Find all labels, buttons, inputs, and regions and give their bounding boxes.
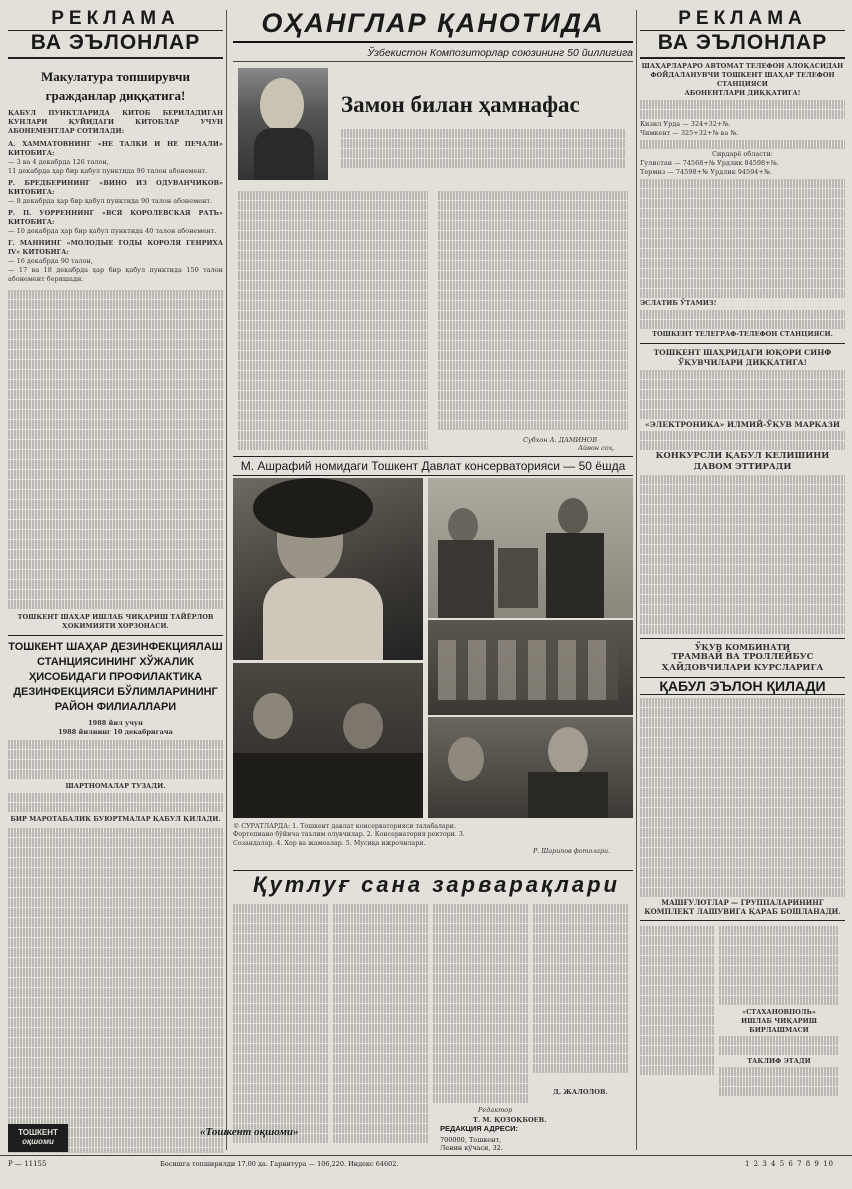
notice-item: Г. МАННИНГ «МОЛОДЫЕ ГОДЫ КОРОЛЯ ГЕНРИХА IV» КИТОБИГА: xyxy=(8,239,223,256)
photo-student-woman xyxy=(233,478,423,660)
phone-notice-sub: АБОНЕНТЛАРИ ДИҚҚАТИГА! xyxy=(684,89,801,97)
admission-title: ҚАБУЛ ЭЪЛОН ҚИЛАДИ xyxy=(640,677,845,695)
column-divider xyxy=(226,10,227,1150)
composer-portrait xyxy=(238,68,328,180)
notice-item: — 10 декабрда ҳар бир қабул пунктида 40 талон абонемент. xyxy=(8,227,217,235)
lower-article-title: Қутлуғ сана зарварақлари xyxy=(253,872,620,897)
phone-line: Кизил Урда — 324+32+№. xyxy=(640,120,731,128)
electronics-center: «ЭЛЕКТРОНИКА» ИЛМИЙ-ЎҚУВ МАРКАЗИ xyxy=(645,420,840,429)
address-label: РЕДАКЦИЯ АДРЕСИ: xyxy=(440,1124,519,1133)
phone-line: Сирдарё области: xyxy=(711,150,773,158)
article-text-col1 xyxy=(238,190,428,451)
print-line: Босишга топширилди 17.00 да. Гарнитура — 106,220. Индекс 64602. xyxy=(160,1160,399,1168)
photo-musicians-left xyxy=(233,663,423,818)
tv-program xyxy=(640,925,845,1097)
brand-logo: ТОШКЕНТ оқшоми xyxy=(8,1124,68,1152)
block2-title: ТОШКЕНТ ШАҲАР ДЕЗИНФЕКЦИЯЛАШ СТАНЦИЯСИНИНГ ХЎЖАЛИК ҲИСОБИДАГИ ПРОФИЛАКТИКА ДЕЗИНФЕКЦИЯСИ БЎЛИМЛАРИНИНГ РАЙОН ФИЛИАЛЛАРИ xyxy=(8,641,223,713)
groups-note: МАШҒУЛОТЛАР — ГРУППАЛАРИНИНГ КОМПЛЕКТ ЛАШУВИГА ҚАРАБ БОШЛАНАДИ. xyxy=(644,898,841,916)
enterprise-title: «СТАХАНОВПОЛЬ» xyxy=(742,1008,816,1016)
invite-title: ТАКЛИФ ЭТАДИ xyxy=(747,1057,811,1065)
photo-credit: Р. Шарипов фотолари. xyxy=(533,848,611,855)
notice-item: — 3 ва 4 декабрда 126 талон, xyxy=(8,158,109,166)
enterprise-sub: ИШЛАБ ЧИҚАРИШ БИРЛАШМАСИ xyxy=(740,1017,818,1034)
notice-item: Р. П. УОРРЕННИНГ «ВСЯ КОРОЛЕВСКАЯ РАТЬ» КИТОБИГА: xyxy=(8,209,223,226)
article-author: Субхон А. ДАМИНОВ xyxy=(523,436,597,444)
lower-text-col3 xyxy=(433,903,528,1104)
lower-author: Д. ЖАЛОЛОВ. xyxy=(553,1088,608,1096)
combine-sub: ТРАМВАЙ ВА ТРОЛЛЕЙБУС ҲАЙДОВЧИЛАРИ КУРСЛАРИГА xyxy=(661,652,824,673)
contest-title: КОНКУРСЛИ ҚАБУЛ КЕЛИШИНИ ДАВОМ ЭТТИРАДИ xyxy=(655,451,830,472)
photo-caption: © СУРАТЛАРДА: 1. Тошкент давлат консерваторияси талабалари. Фортепиано бўйича таълим олувчилар. 2. Консерватория ректори. 3. Созандалар. 4. Хор ва жамоалар. 5. Мусиқа ижрочилари. xyxy=(233,823,465,847)
page-numbers: 1 2 3 4 5 6 7 8 9 10 xyxy=(745,1160,835,1168)
ads-banner-bottom: ВА ЭЪЛОНЛАР xyxy=(640,31,845,59)
block2-years: 1988 йил учун xyxy=(88,719,143,727)
notice-title: Макулатура топширувчи гражданлар диққатига! xyxy=(41,69,190,103)
masthead: ОҲАНГЛАР ҚАНОТИДА xyxy=(233,8,633,43)
lower-text-col1 xyxy=(233,903,328,1144)
right-column xyxy=(640,8,845,1153)
notice-item: 11 декабрда ҳар бир қабул пунктида 90 талон абонемент. xyxy=(8,167,208,175)
middle-column xyxy=(233,8,633,1153)
address-line: 700000, Тошкент, Ленин кўчаси, 32. xyxy=(440,1136,503,1152)
ads-banner-top: РЕКЛАМА xyxy=(8,8,223,31)
body-text xyxy=(8,828,223,1153)
photo-section-title: М. Ашрафий номидаги Тошкент Давлат консерваторияси — 50 ёшда xyxy=(233,456,633,476)
phone-line: Чимкент — 325+32+№ ва №. xyxy=(640,129,739,137)
phone-line: Термиз — 74598+№ Урдлик 94594+№. xyxy=(640,168,773,176)
block2-date: 1988 йилнинг 10 декабригача xyxy=(58,728,173,736)
article-author-role: Айвон соҳ. xyxy=(578,444,615,452)
page-footer xyxy=(0,1124,852,1189)
lower-text-col2 xyxy=(333,903,428,1144)
lower-text-col4 xyxy=(533,903,628,1074)
block2-orders: БИР МАРОТАБАЛИК БУЮРТМАЛАР ҚАБУЛ ҚИЛАДИ. xyxy=(10,815,221,823)
notice-intro: ҚАБУЛ ПУНКТЛАРИДА КИТОБ БЕРИЛАДИГАН КУНЛАРИ ҚУЙИДАГИ КИТОБЛАР УЧУН АБОНЕМЕНТЛАР СОТИЛАДИ: xyxy=(8,109,223,135)
caution-note: ЭСЛАТИБ ЎТАМИЗ! xyxy=(640,299,717,307)
signature: ТОШКЕНТ ТЕЛЕГРАФ-ТЕЛЕФОН СТАНЦИЯСИ. xyxy=(652,330,833,338)
index-code: Р — 11155 xyxy=(8,1160,47,1168)
body-text xyxy=(8,290,223,609)
signature: ТОШКЕНТ ШАҲАР ИШЛАБ ЧИҚАРИШ ТАЙЁРЛОВ ҲОКИМИЯТИ ХОРЗОНАСИ. xyxy=(17,613,214,630)
phone-line: Гулистан — 74568+№ Урдлик 84598+№. xyxy=(640,159,779,167)
article-lead xyxy=(341,128,626,169)
notice-item: — 17 ва 18 декабрда ҳар бир қабул пунктида 150 талон абонемент беришади. xyxy=(8,266,223,283)
photo-musicians-right xyxy=(428,717,633,818)
notice-item: — 16 декабрда 90 талон, xyxy=(8,257,93,265)
ads-banner-bottom: ВА ЭЪЛОНЛАР xyxy=(8,31,223,59)
editor-label: Редактор xyxy=(478,1106,513,1114)
photo-choir xyxy=(428,620,633,715)
article-text-col2 xyxy=(438,190,628,431)
left-column xyxy=(8,8,223,1153)
photo-group-rector xyxy=(428,478,633,618)
combine-title: ЎҚУВ КОМБИНАТИ xyxy=(694,642,791,652)
notice-items xyxy=(8,140,223,284)
block2-contracts: ШАРТНОМАЛАР ТУЗАДИ. xyxy=(65,782,166,790)
notice-item: А. ХАММАТОВНИНГ «НЕ ТАЛКИ И НЕ ПЕЧАЛИ» КИТОБИГА: xyxy=(8,140,223,157)
publication-title: «Тошкент оқшоми» xyxy=(200,1126,299,1138)
column-divider xyxy=(636,10,637,1150)
phone-notice-title: ШАҲАРЛАРАРО АВТОМАТ ТЕЛЕФОН АЛОҚАСИДАН ФОЙДАЛАНУВЧИ ТОШКЕНТ ШАҲАР ТЕЛЕФОН СТАНЦИЯСИ xyxy=(641,62,844,88)
ads-banner-top: РЕКЛАМА xyxy=(640,8,845,31)
article-headline: Замон билан ҳамнафас xyxy=(341,92,580,117)
editor-name: Т. М. ҚОЗОҚБОЕВ. xyxy=(473,1116,547,1124)
notice-item: — 8 декабрда ҳар бир қабул пунктида 90 талон абонемент. xyxy=(8,197,213,205)
students-notice-title: ТОШКЕНТ ШАҲРИДАГИ ЮҚОРИ СИНФ ЎҚУВЧИЛАРИ ДИҚҚАТИГА! xyxy=(653,348,832,367)
subhead: Ўзбекистон Композиторлар союзининг 50 йиллигига xyxy=(233,47,633,62)
notice-item: Р. БРЕДБЕРИНИНГ «ВИНО ИЗ ОДУВАНЧИКОВ» КИТОБИГА: xyxy=(8,179,223,196)
